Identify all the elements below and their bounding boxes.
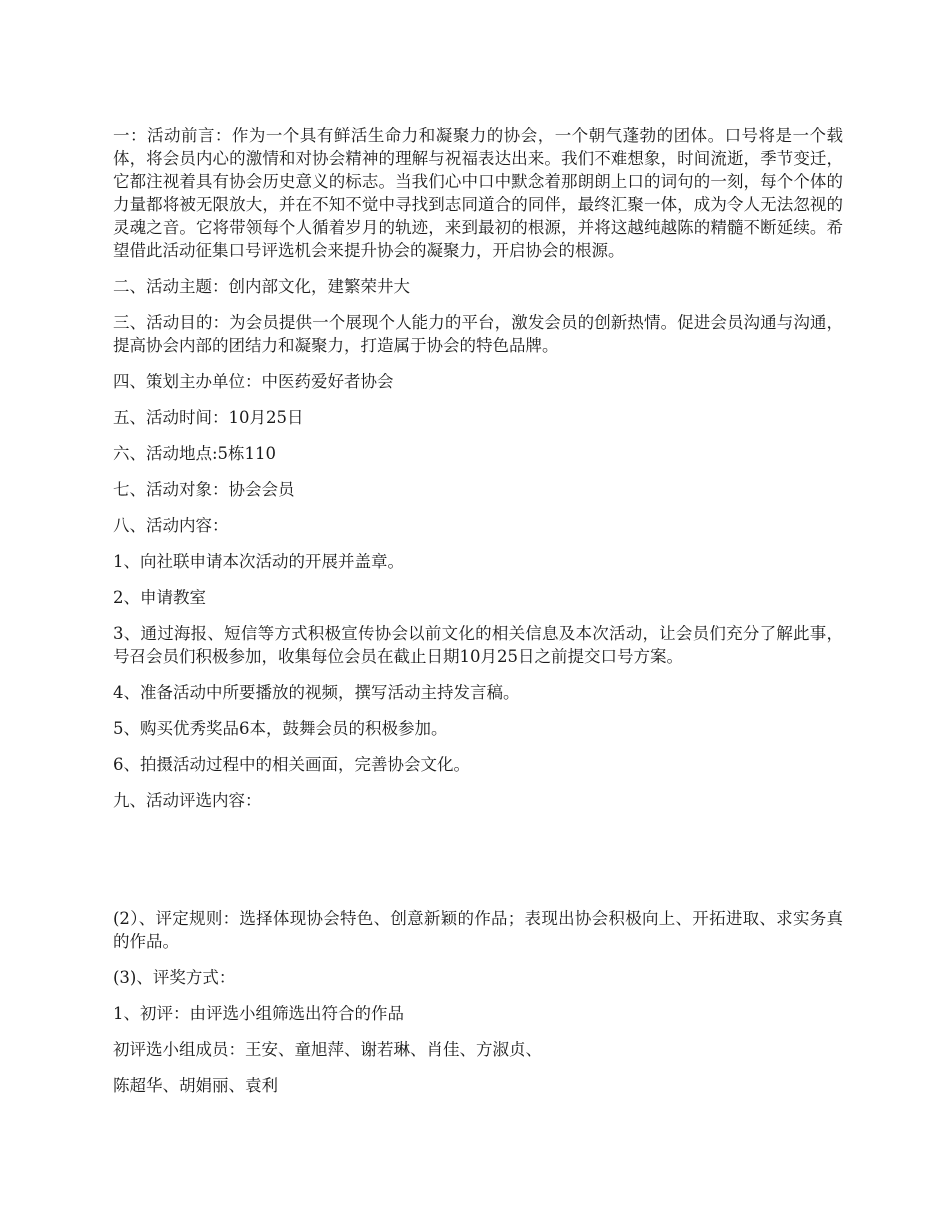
paragraph-time: 五、活动时间：10月25日	[113, 408, 304, 427]
paragraph-step-2: 2、申请教室	[113, 588, 206, 607]
paragraph-purpose: 三、活动目的：为会员提供一个展现个人能力的平台，激发会员的创新热情。促进会员沟通与沟通，提高协会内部的团结力和凝聚力，打造属于协会的特色品牌。	[113, 313, 843, 355]
paragraph-organizer: 四、策划主办单位：中医药爱好者协会	[113, 372, 394, 391]
paragraph-initial-review: 1、初评：由评选小组筛选出符合的作品	[113, 1004, 404, 1023]
paragraph-location: 六、活动地点:5栋110	[113, 444, 277, 463]
paragraph-content-heading: 八、活动内容：	[113, 516, 229, 535]
paragraph-rules: (2）、评定规则：选择体现协会特色、创意新颖的作品；表现出协会积极向上、开拓进取、求实务真的作品。	[113, 909, 843, 951]
paragraph-theme: 二、活动主题：创内部文化，建繁荣井大	[113, 277, 410, 296]
blank-space	[113, 825, 843, 907]
paragraph-evaluation-heading: 九、活动评选内容：	[113, 791, 262, 810]
paragraph-step-1: 1、向社联申请本次活动的开展并盖章。	[113, 552, 404, 571]
paragraph-review-members-cont: 陈超华、胡娟丽、袁利	[113, 1076, 278, 1095]
paragraph-audience: 七、活动对象：协会会员	[113, 480, 295, 499]
paragraph-step-6: 6、拍摄活动过程中的相关画面，完善协会文化。	[113, 755, 470, 774]
paragraph-step-3: 3、通过海报、短信等方式积极宣传协会以前文化的相关信息及本次活动，让会员们充分了解此事，号召会员们积极参加，收集每位会员在截止日期10月25日之前提交口号方案。	[113, 624, 843, 666]
paragraph-step-5: 5、购买优秀奖品6本，鼓舞会员的积极参加。	[113, 719, 448, 738]
paragraph-preface: 一：活动前言：作为一个具有鲜活生命力和凝聚力的协会，一个朝气蓬勃的团体。口号将是一个载体，将会员内心的激情和对协会精神的理解与祝福表达出来。我们不难想象，时间流逝，季节变迁，它都注视着具有协会历史意义的标志。当我们心中口中默念着那朗朗上口的词句的一刻，每个个体的力量都将被无限放大，并在不知不觉中寻找到志同道合的同伴，最终汇聚一体，成为令人无法忽视的灵魂之音。它将带领每个人循着岁月的轨迹，来到最初的根源，并将这越纯越陈的精髓不断延续。希望借此活动征集口号评选机会来提升协会的凝聚力，开启协会的根源。	[113, 126, 843, 260]
document-body	[113, 124, 843, 1110]
paragraph-step-4: 4、准备活动中所要播放的视频，撰写活动主持发言稿。	[113, 683, 520, 702]
paragraph-award-method: (3)、评奖方式：	[113, 968, 236, 987]
paragraph-review-members: 初评选小组成员：王安、童旭萍、谢若琳、肖佳、方淑贞、	[113, 1040, 542, 1059]
